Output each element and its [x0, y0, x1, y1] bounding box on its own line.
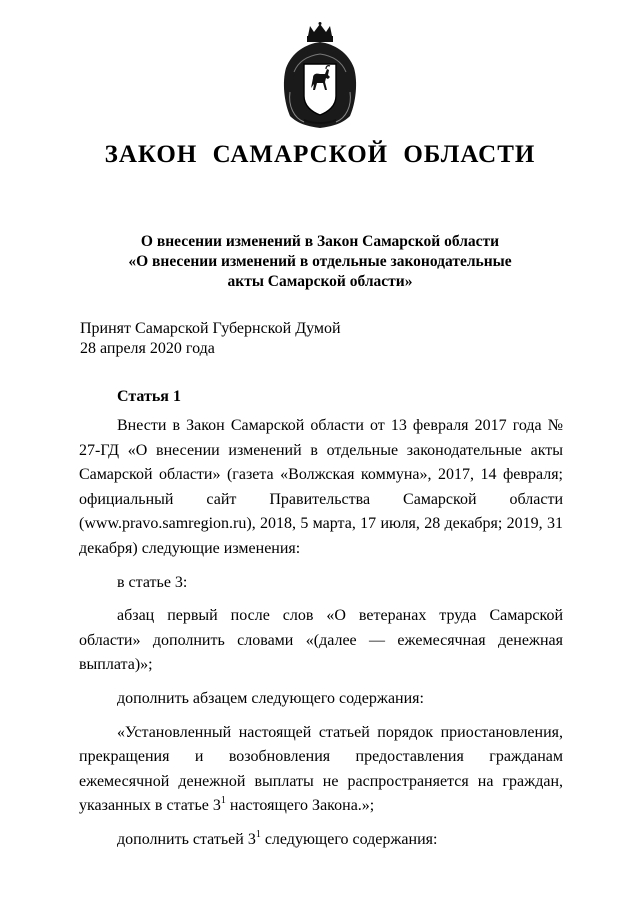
adoption-date: 28 апреля 2020 года	[80, 340, 215, 357]
law-subject-line: акты Самарской области»	[227, 273, 413, 290]
law-title: ЗАКОН САМАРСКОЙ ОБЛАСТИ	[104, 141, 536, 168]
adopting-body: Принят Самарской Губернской Думой	[80, 320, 341, 337]
paragraph: Внести в Закон Самарской области от 13 февраля 2017 года № 27-ГД «О внесении изменений в отдельные законодательные акты Самарской области» (газета «Волжская коммуна», 2017, 14 февраля; официальный сайт Правительства Самарской области (www.pravo.samregion.ru), 2018, 5 марта, 17 июля, 28 декабря; 2019, 31 декабря) следующие изменения:	[79, 417, 563, 557]
paragraph: абзац первый после слов «О ветеранах труда Самарской области» дополнить словами «(далее — ежемесячная денежная выплата)»;	[79, 607, 563, 674]
law-subject-line: «О внесении изменений в отдельные законодательные	[128, 253, 512, 270]
law-subject-line: О внесении изменений в Закон Самарской области	[140, 233, 500, 250]
article-heading: Статья 1	[117, 388, 181, 405]
paragraph: в статье 3:	[117, 573, 188, 591]
law-subject	[100, 232, 540, 292]
article-body	[79, 414, 563, 853]
adoption-info	[80, 319, 341, 359]
paragraph: дополнить статьей $3^1$ следующего содержания:	[117, 828, 438, 848]
paragraph: дополнить абзацем следующего содержания:	[117, 689, 424, 707]
coat-of-arms-icon	[280, 22, 360, 130]
paragraph: «Установленный настоящей статьей порядок приостановления, прекращения и возобновления предоставления гражданам ежемесячной денежной выплаты не распространяется на граждан, указанных в статье $3^1$ настоящего Закона.»;	[79, 723, 563, 815]
